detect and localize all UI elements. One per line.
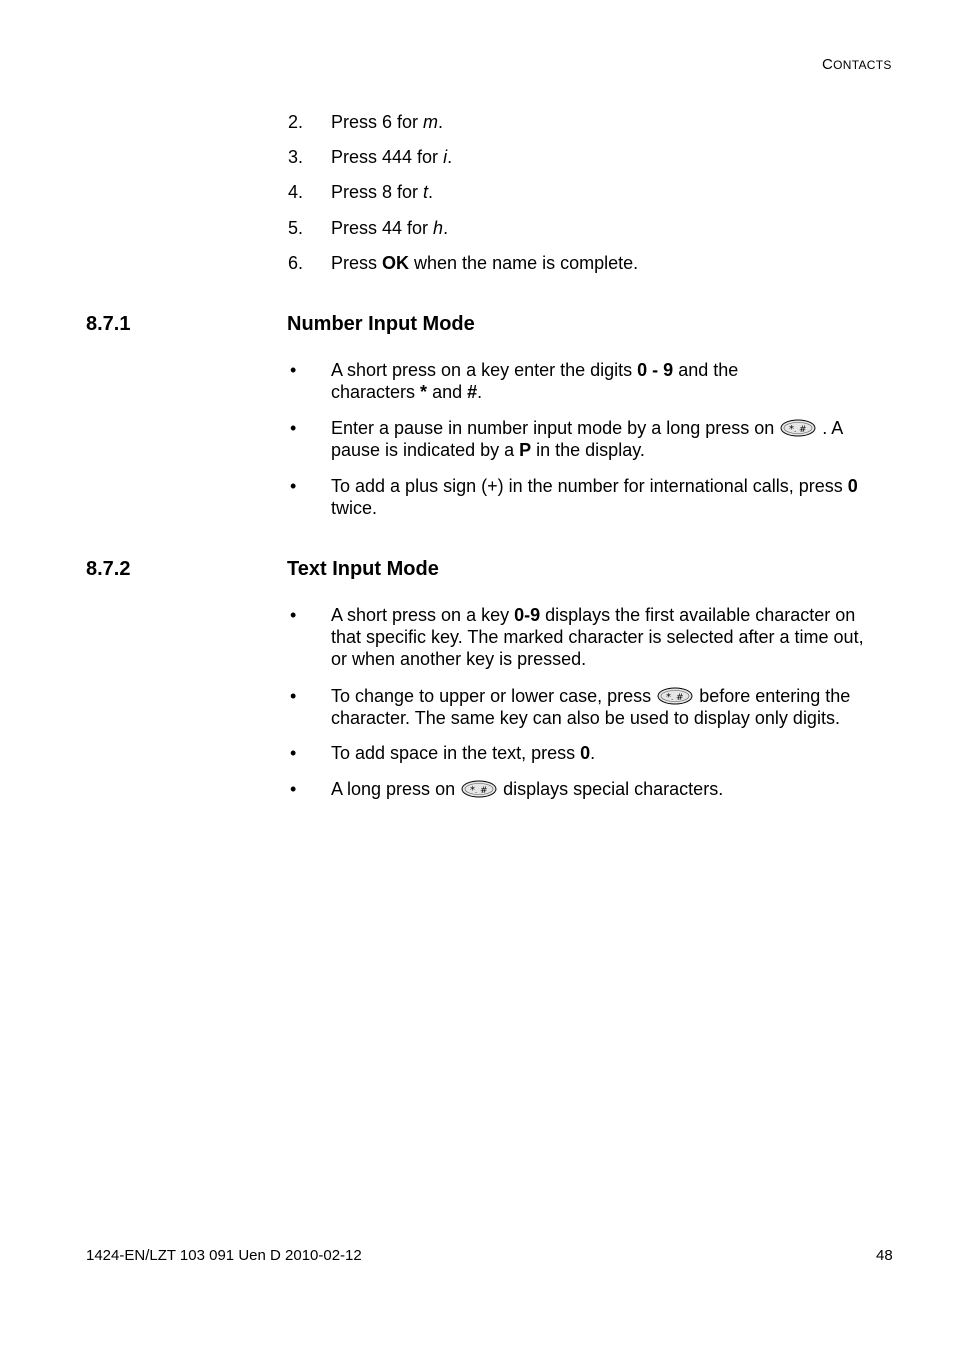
list-item: To add a plus sign (+) in the number for international calls, press 0 twice. bbox=[331, 476, 858, 518]
header-rest: ONTACTS bbox=[833, 58, 892, 72]
list-item: A long press on displays special characters. bbox=[331, 779, 724, 799]
step-number: 2. bbox=[288, 112, 304, 132]
step-number: 3. bbox=[288, 147, 304, 167]
star-hash-key-icon bbox=[657, 687, 693, 705]
bullet: • bbox=[290, 779, 297, 799]
star-hash-key-icon bbox=[461, 780, 497, 798]
step-text: Press OK when the name is complete. bbox=[331, 253, 639, 273]
bullet: • bbox=[290, 360, 297, 380]
step-text: Press 6 for m. bbox=[331, 112, 444, 132]
bullet: • bbox=[290, 418, 297, 438]
footer-document-id: 1424-EN/LZT 103 091 Uen D 2010-02-12 bbox=[86, 1247, 362, 1264]
list-item: A short press on a key enter the digits 0 - 9 and the characters * and #. bbox=[331, 360, 739, 402]
bullet: • bbox=[290, 476, 297, 496]
bullet: • bbox=[290, 605, 297, 625]
list-item: Enter a pause in number input mode by a long press on . A pause is indicated by a P in the display. bbox=[331, 418, 844, 460]
section-title: Number Input Mode bbox=[287, 313, 475, 335]
star-hash-key-icon bbox=[780, 419, 816, 437]
running-header bbox=[822, 56, 892, 73]
page-number: 48 bbox=[876, 1247, 893, 1264]
section-title: Text Input Mode bbox=[287, 558, 439, 580]
step-text: Press 8 for t. bbox=[331, 182, 434, 202]
bullet: • bbox=[290, 686, 297, 706]
section-number: 8.7.2 bbox=[86, 558, 131, 580]
bullet: • bbox=[290, 743, 297, 763]
step-number: 6. bbox=[288, 253, 304, 273]
step-number: 4. bbox=[288, 182, 304, 202]
list-item: To change to upper or lower case, press before entering the character. The same key can also be used to display only digits. bbox=[331, 686, 851, 728]
list-item: To add space in the text, press 0. bbox=[331, 743, 596, 763]
section-number: 8.7.1 bbox=[86, 313, 131, 335]
step-text: Press 44 for h. bbox=[331, 218, 449, 238]
header-initial: C bbox=[822, 56, 834, 73]
step-text: Press 444 for i. bbox=[331, 147, 453, 167]
list-item: A short press on a key 0-9 displays the first available character on that specific key. The marked character is selected after a time out, or when another key is pressed. bbox=[331, 605, 864, 669]
step-number: 5. bbox=[288, 218, 304, 238]
